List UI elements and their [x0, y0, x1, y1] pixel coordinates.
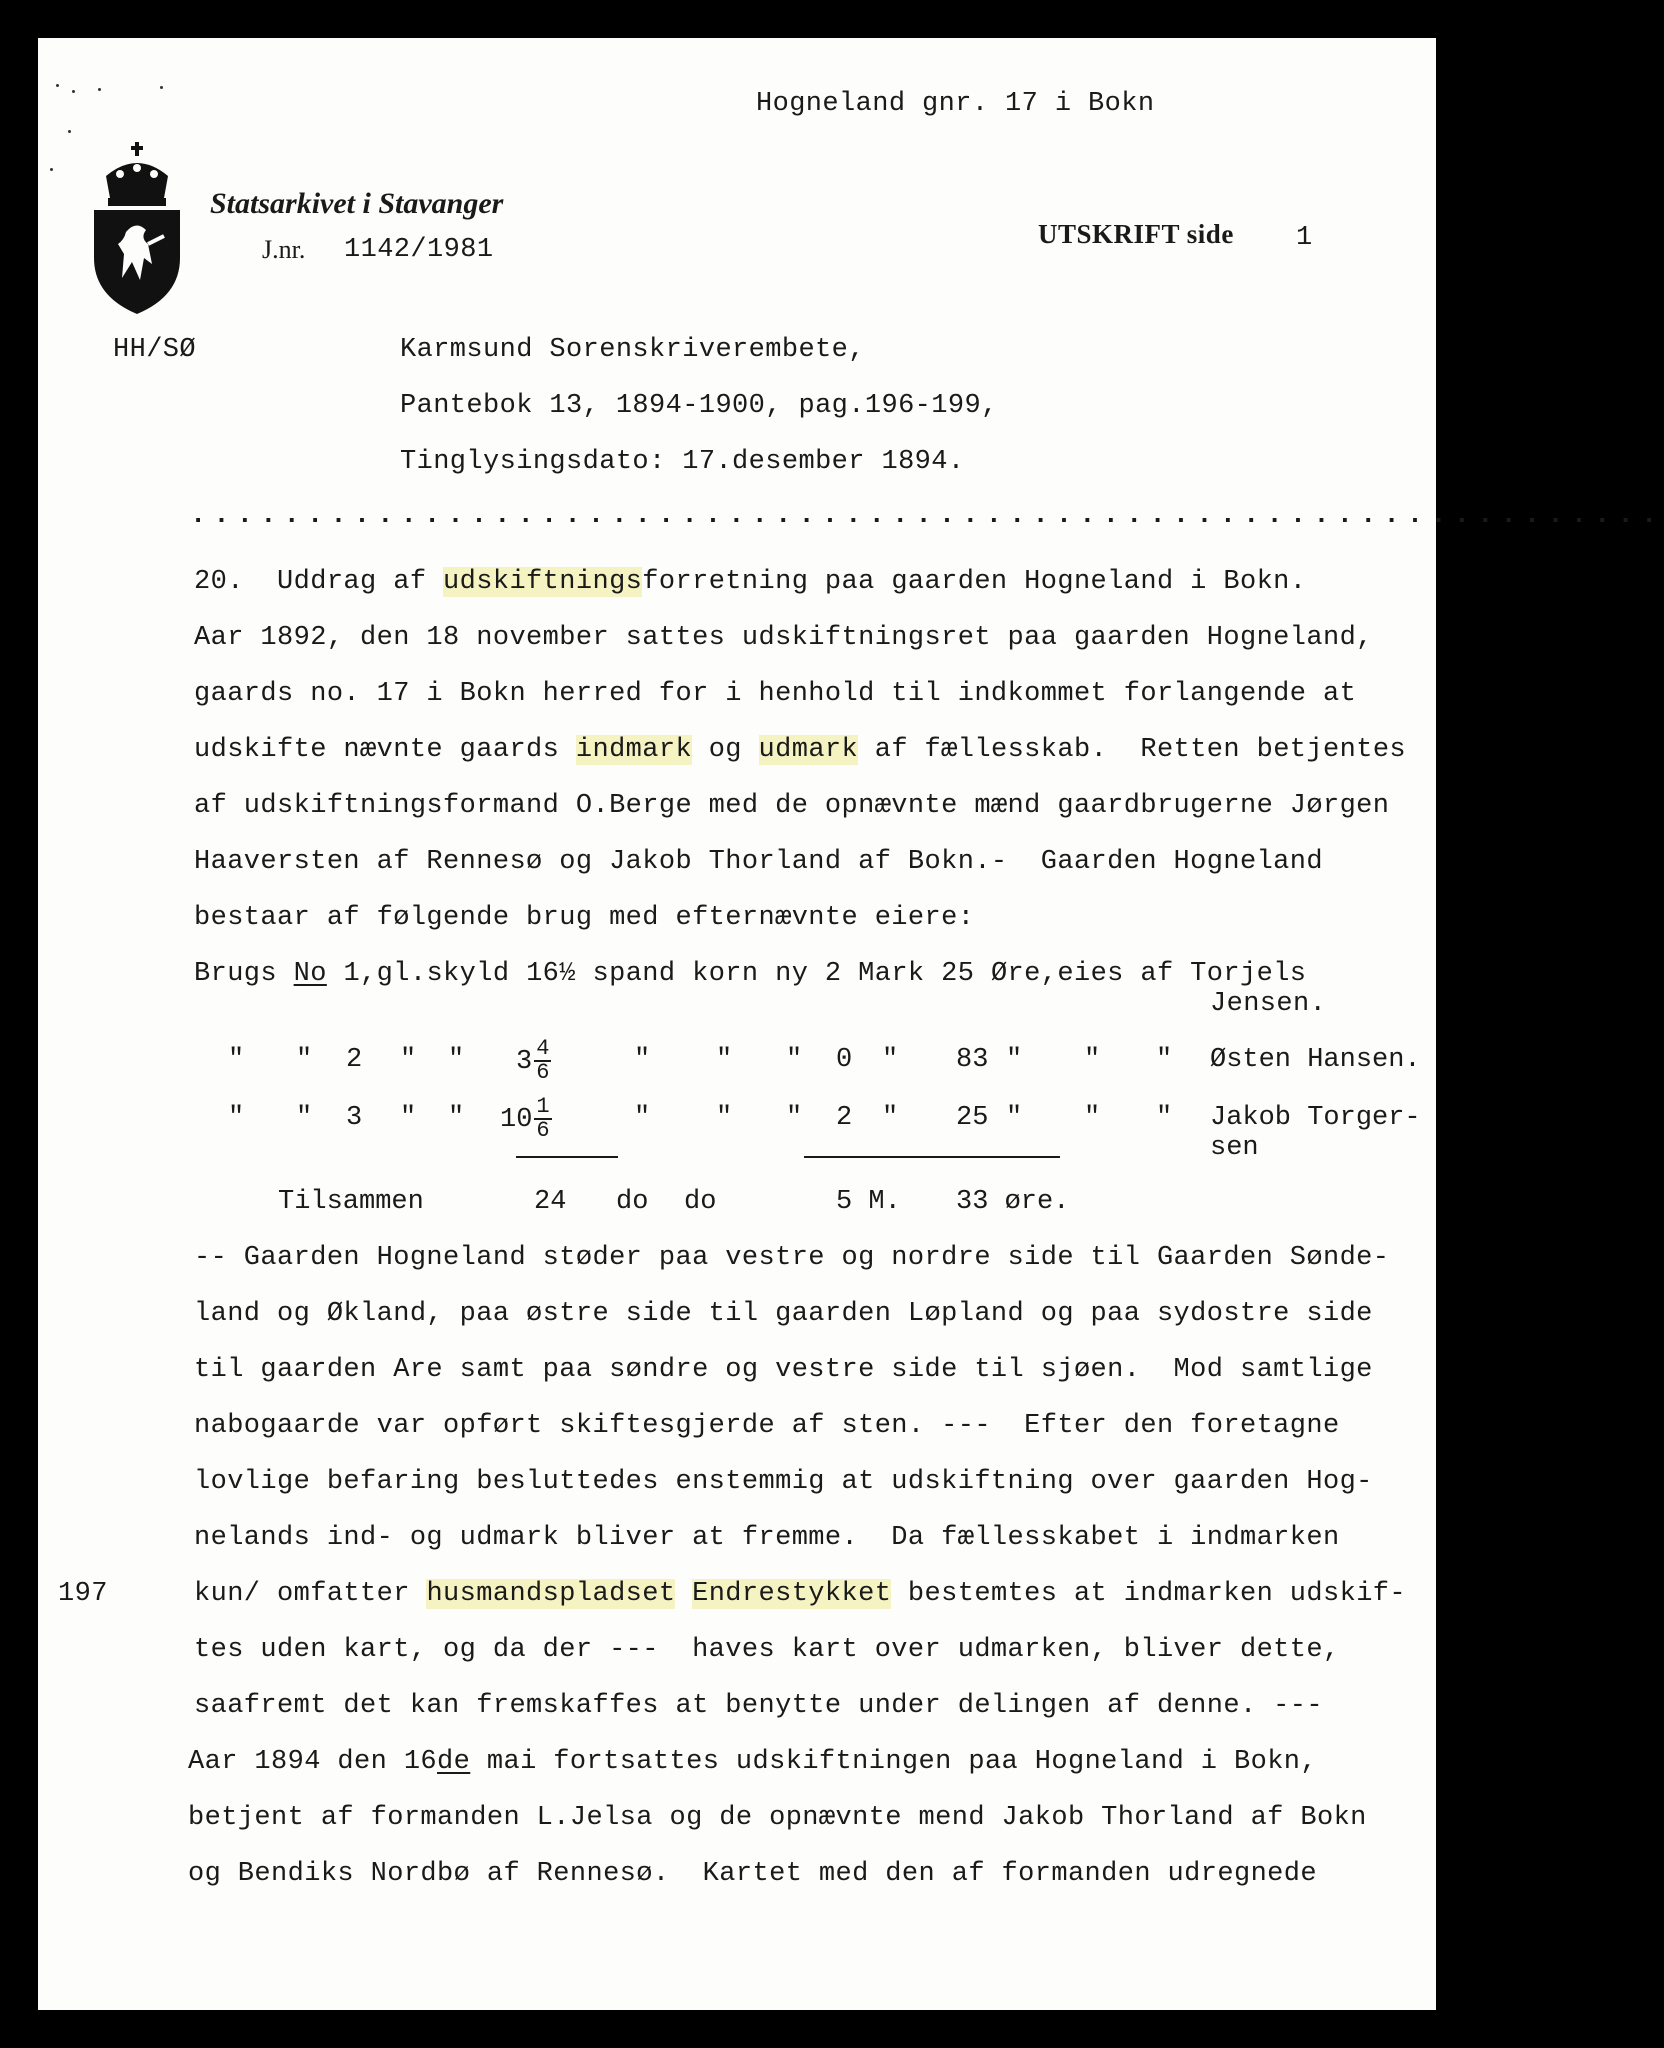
page-number: 1	[1296, 223, 1313, 253]
speck	[72, 90, 75, 93]
body-line-2: Aar 1892, den 18 november sattes udskiftningsret paa gaarden Hogneland,	[194, 623, 1373, 653]
source-line-3: Tinglysingsdato: 17.desember 1894.	[400, 447, 965, 477]
body-line-5: af udskiftningsformand O.Berge med de opnævnte mænd gaardbrugerne Jørgen	[194, 791, 1390, 821]
body-line-3: gaards no. 17 i Bokn herred for i henhold til indkommet forlangende at	[194, 679, 1357, 709]
body2-line-9: saafremt det kan fremskaffes at benytte under delingen af denne. ---	[194, 1691, 1323, 1721]
highlight: husmandspladset	[426, 1579, 676, 1609]
highlight: udmark	[758, 735, 859, 765]
institution-name: Statsarkivet i Stavanger	[210, 187, 504, 220]
sum-rule	[804, 1156, 1060, 1158]
brug-line: Brugs No 1,gl.skyld 16½ spand korn ny 2 Mark 25 Øre,eies af Torjels	[194, 959, 1307, 989]
skyld-mixed-fraction: 10 $\frac{1}{6}$	[500, 1094, 550, 1143]
jnr-label: J.nr.	[262, 235, 306, 264]
body-line-4: udskifte nævnte gaards indmark og udmark af fællesskab. Retten betjentes	[194, 735, 1407, 765]
owner-name: Østen Hansen.	[1210, 1045, 1421, 1075]
speck	[68, 130, 71, 133]
document-page: Hogneland gnr. 17 i Bokn Statsarkivet i Stavanger J.nr. 1142/1981 UTSKRIFT side 1 HH/SØ Karmsund Sorenskriverembete, Pantebok 13, 1894-1900, pag.196-199, Tinglysingsdato: 17.desember 1894. ............................................................... 20. Uddrag af udskiftningsforretning paa gaarden Hogneland i Bokn. Aar 1892, den 18 november sattes udskiftningsret paa gaarden Hogneland, gaards no. 17 i Bokn herred for i henhold til indkommet forlangende at udskifte nævnte gaards indmark og udmark af fællesskab. Retten betjentes af udskiftningsformand O.Berge med de opnævnte mænd gaardbrugerne Jørgen Haaversten af Rennesø og Jakob Thorland af Bokn.- Gaarden Hogneland bestaar af følgende brug med efternævnte eiere: Brugs No 1,gl.skyld 16½ spand korn ny 2 Mark 25 Øre,eies af Torjels Jensen. " " 2 " " 3 $\frac{4}{6}$ " " " 0 " 83 " " " Østen Hansen. " " 3 " " 10 $\frac{1}{6}$ " " " 2 " 25 " " " Jakob Torger- sen Tilsammen 24 do do 5 M. 33 øre. -- Gaarden Hogneland støder paa vestre og nordre side til Gaarden Sønde- land og Økland, paa østre side til gaarden Løpland og paa sydostre side til gaarden Are samt paa søndre og vestre side til sjøen. Mod samtlige nabogaarde var opført skiftesgjerde af sten. --- Efter den foretagne lovlige befaring besluttedes enstemmig at udskiftning over gaarden Hog- nelands ind- og udmark bliver at fremme. Da fællesskabet i indmarken 197 kun/ omfatter husmandspladset Endrestykket bestemtes at indmarken udskif- tes uden kart, og da der --- haves kart over udmarken, bliver dette, saafremt det kan fremskaffes at benytte under delingen af denne. --- Aar 1894 den 16de mai fortsattes udskiftningen paa Hogneland i Bokn, betjent af formanden L.Jelsa og de opnævnte mend Jakob Thorland af Bokn og Bendiks Nordbø af Rennesø. Kartet med den af formanden udregnede	[38, 38, 1436, 2010]
body2-line-10: Aar 1894 den 16de mai fortsattes udskiftningen paa Hogneland i Bokn,	[188, 1747, 1317, 1777]
highlight: Endrestykket	[692, 1579, 892, 1609]
body2-line-12: og Bendiks Nordbø af Rennesø. Kartet med den af formanden udregnede	[188, 1859, 1317, 1889]
speck	[160, 86, 163, 89]
margin-page-number: 197	[58, 1579, 108, 1609]
brug-line-owner: Jensen.	[1210, 989, 1327, 1019]
body2-line-1: -- Gaarden Hogneland støder paa vestre og nordre side til Gaarden Sønde-	[194, 1243, 1390, 1273]
body2-line-11: betjent af formanden L.Jelsa og de opnævnte mend Jakob Thorland af Bokn	[188, 1803, 1367, 1833]
owner-name: Jakob Torger-	[1210, 1103, 1421, 1133]
divider-dots: ...............................................................	[190, 501, 1664, 531]
speck	[56, 84, 59, 87]
body2-line-5: lovlige befaring besluttedes enstemmig at udskiftning over gaarden Hog-	[194, 1467, 1373, 1497]
highlight: udskiftnings	[443, 567, 643, 597]
body-line-7: bestaar af følgende brug med efternævnte eiere:	[194, 903, 975, 933]
source-line-1: Karmsund Sorenskriverembete,	[400, 335, 865, 365]
highlight: indmark	[575, 735, 693, 765]
body2-line-4: nabogaarde var opført skiftesgjerde af sten. --- Efter den foretagne	[194, 1411, 1340, 1441]
jnr-value: 1142/1981	[344, 235, 494, 265]
initials: HH/SØ	[113, 335, 197, 365]
body-line-6: Haaversten af Rennesø og Jakob Thorland af Bokn.- Gaarden Hogneland	[194, 847, 1323, 877]
property-heading: Hogneland gnr. 17 i Bokn	[756, 89, 1155, 119]
owner-name-cont: sen	[1210, 1133, 1259, 1163]
source-line-2: Pantebok 13, 1894-1900, pag.196-199,	[400, 391, 998, 421]
utskrift-label: UTSKRIFT side	[1038, 219, 1234, 249]
body2-line-3: til gaarden Are samt paa søndre og vestre side til sjøen. Mod samtlige	[194, 1355, 1373, 1385]
coat-of-arms-icon	[90, 140, 184, 316]
speck	[50, 168, 53, 171]
body2-line-6: nelands ind- og udmark bliver at fremme. Da fællesskabet i indmarken	[194, 1523, 1340, 1553]
speck	[98, 88, 101, 91]
body2-line-8: tes uden kart, og da der --- haves kart over udmarken, bliver dette,	[194, 1635, 1340, 1665]
body2-line-2: land og Økland, paa østre side til gaarden Løpland og paa sydostre side	[194, 1299, 1373, 1329]
sum-rule	[516, 1156, 618, 1158]
body2-line-7: kun/ omfatter husmandspladset Endrestykket bestemtes at indmarken udskif-	[194, 1579, 1407, 1609]
skyld-mixed-fraction: 3 $\frac{4}{6}$	[516, 1036, 550, 1085]
body-line-1: 20. Uddrag af udskiftningsforretning paa gaarden Hogneland i Bokn.	[194, 567, 1307, 597]
